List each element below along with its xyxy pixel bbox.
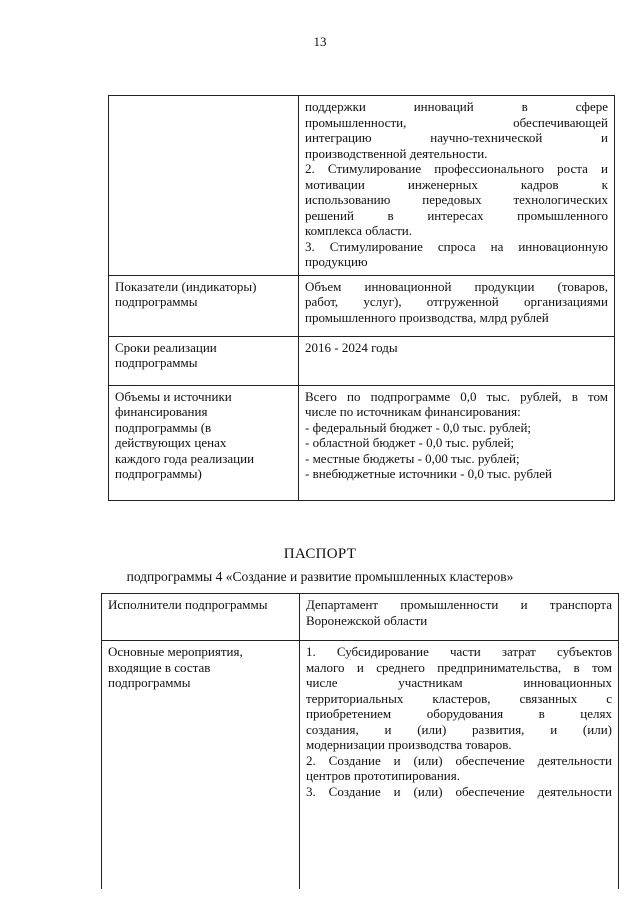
executors-label: Исполнители подпрограммы [102, 594, 300, 641]
indicators-value-line: работ, услуг), отгруженной организациями [305, 294, 608, 309]
paragraph-line: поддержки инноваций в сфере [305, 99, 608, 114]
funding-label-line: действующих ценах [115, 435, 227, 450]
activities-label-line: входящие в состав [108, 659, 211, 675]
funding-label-line: каждого года реализации [115, 450, 255, 466]
table-row-funding [109, 385, 615, 500]
paragraph [305, 161, 608, 239]
paragraph [306, 753, 612, 784]
terms-value: 2016 - 2024 годы [299, 336, 615, 385]
funding-value-line: числе по источникам финансирования: [305, 404, 521, 419]
activities-label [102, 641, 300, 890]
table-row-executors [102, 594, 619, 641]
paragraph-line: интеграцию научно-технической и [305, 130, 608, 145]
table-row-activities [102, 641, 619, 890]
indicators-value [299, 275, 615, 336]
subprogram-4-passport-table [101, 593, 619, 889]
funding-value-line: - областной бюджет - 0,0 тыс. рублей; [305, 435, 515, 450]
funding-label-line: финансирования [115, 404, 208, 419]
table-row-terms [109, 336, 615, 385]
funding-value-line: - местные бюджеты - 0,00 тыс. рублей; [305, 450, 520, 466]
paragraph-line: территориальных кластеров, связанных с [306, 690, 612, 706]
executors-value-line: Воронежской области [306, 612, 428, 628]
table-row-indicators [109, 275, 615, 336]
paragraph-line: производственной деятельности. [305, 145, 488, 161]
funding-label-line: подпрограммы) [115, 466, 202, 481]
passport-subtitle: подпрограммы 4 «Создание и развитие промышленных кластеров» [126, 569, 514, 584]
table-row-goals [109, 96, 615, 276]
activities-value-cell [300, 641, 619, 890]
goals-value-cell [299, 96, 615, 276]
paragraph-line: решений в интересах промышленного [305, 207, 608, 223]
indicators-value-line: Объем инновационной продукции (товаров, [305, 278, 608, 294]
paragraph-line: промышленности, обеспечивающей [305, 114, 608, 130]
paragraph-line: 3. Стимулирование спроса на инновационную [305, 238, 608, 254]
paragraph [305, 99, 608, 161]
goals-label-cell [109, 96, 299, 276]
paragraph-line: приобретением оборудования в целях [306, 706, 612, 721]
page-number: 13 [313, 34, 327, 49]
paragraph-line: комплекса области. [305, 223, 412, 238]
paragraph-line: 1. Субсидирование части затрат субъектов [306, 644, 612, 659]
paragraph-line: создания, и (или) развития, и (или) [306, 721, 612, 737]
indicators-value-line: промышленного производства, млрд рублей [305, 309, 549, 325]
paragraph [306, 644, 612, 753]
paragraph-line: продукцию [305, 254, 368, 269]
funding-value-line: Всего по подпрограмме 0,0 тыс. рублей, в том [305, 388, 608, 404]
terms-label-line: подпрограммы [115, 355, 198, 370]
funding-value-line: - федеральный бюджет - 0,0 тыс. рублей; [305, 419, 532, 435]
goals-text [305, 99, 608, 270]
activities-label-line: Основные мероприятия, [108, 644, 243, 659]
funding-label-line: Объемы и источники [115, 388, 232, 404]
subprogram-3-passport-table [108, 95, 615, 501]
paragraph-line: модернизации производства товаров. [306, 737, 512, 752]
paragraph-line: центров прототипирования. [306, 768, 460, 783]
executors-value [300, 594, 619, 641]
paragraph [306, 784, 612, 800]
paragraph-line: использованию передовых технологических [305, 192, 608, 207]
terms-label [109, 336, 299, 385]
indicators-label-line: подпрограммы [115, 294, 198, 309]
funding-label-line: подпрограммы (в [115, 419, 212, 435]
paragraph [305, 239, 608, 270]
activities-text [306, 644, 612, 799]
passport-heading: ПАСПОРТ [283, 546, 357, 562]
funding-value [299, 385, 615, 500]
terms-label-line: Сроки реализации [115, 339, 217, 355]
paragraph-line: 2. Стимулирование профессионального роста и [305, 161, 608, 176]
executors-value-line: Департамент промышленности и транспорта [306, 597, 612, 612]
funding-label [109, 385, 299, 500]
activities-label-line: подпрограммы [108, 675, 191, 690]
indicators-label-line: Показатели (индикаторы) [115, 278, 257, 294]
paragraph-line: малого и среднего предпринимательства, в том [306, 659, 612, 675]
paragraph-line: мотивации инженерных кадров к [305, 176, 608, 192]
indicators-label [109, 275, 299, 336]
paragraph-line: 3. Создание и (или) обеспечение деятельности [306, 783, 612, 799]
funding-value-line: - внебюджетные источники - 0,0 тыс. рублей [305, 466, 552, 481]
paragraph-line: числе участникам инновационных [306, 675, 612, 690]
paragraph-line: 2. Создание и (или) обеспечение деятельности [306, 752, 612, 768]
